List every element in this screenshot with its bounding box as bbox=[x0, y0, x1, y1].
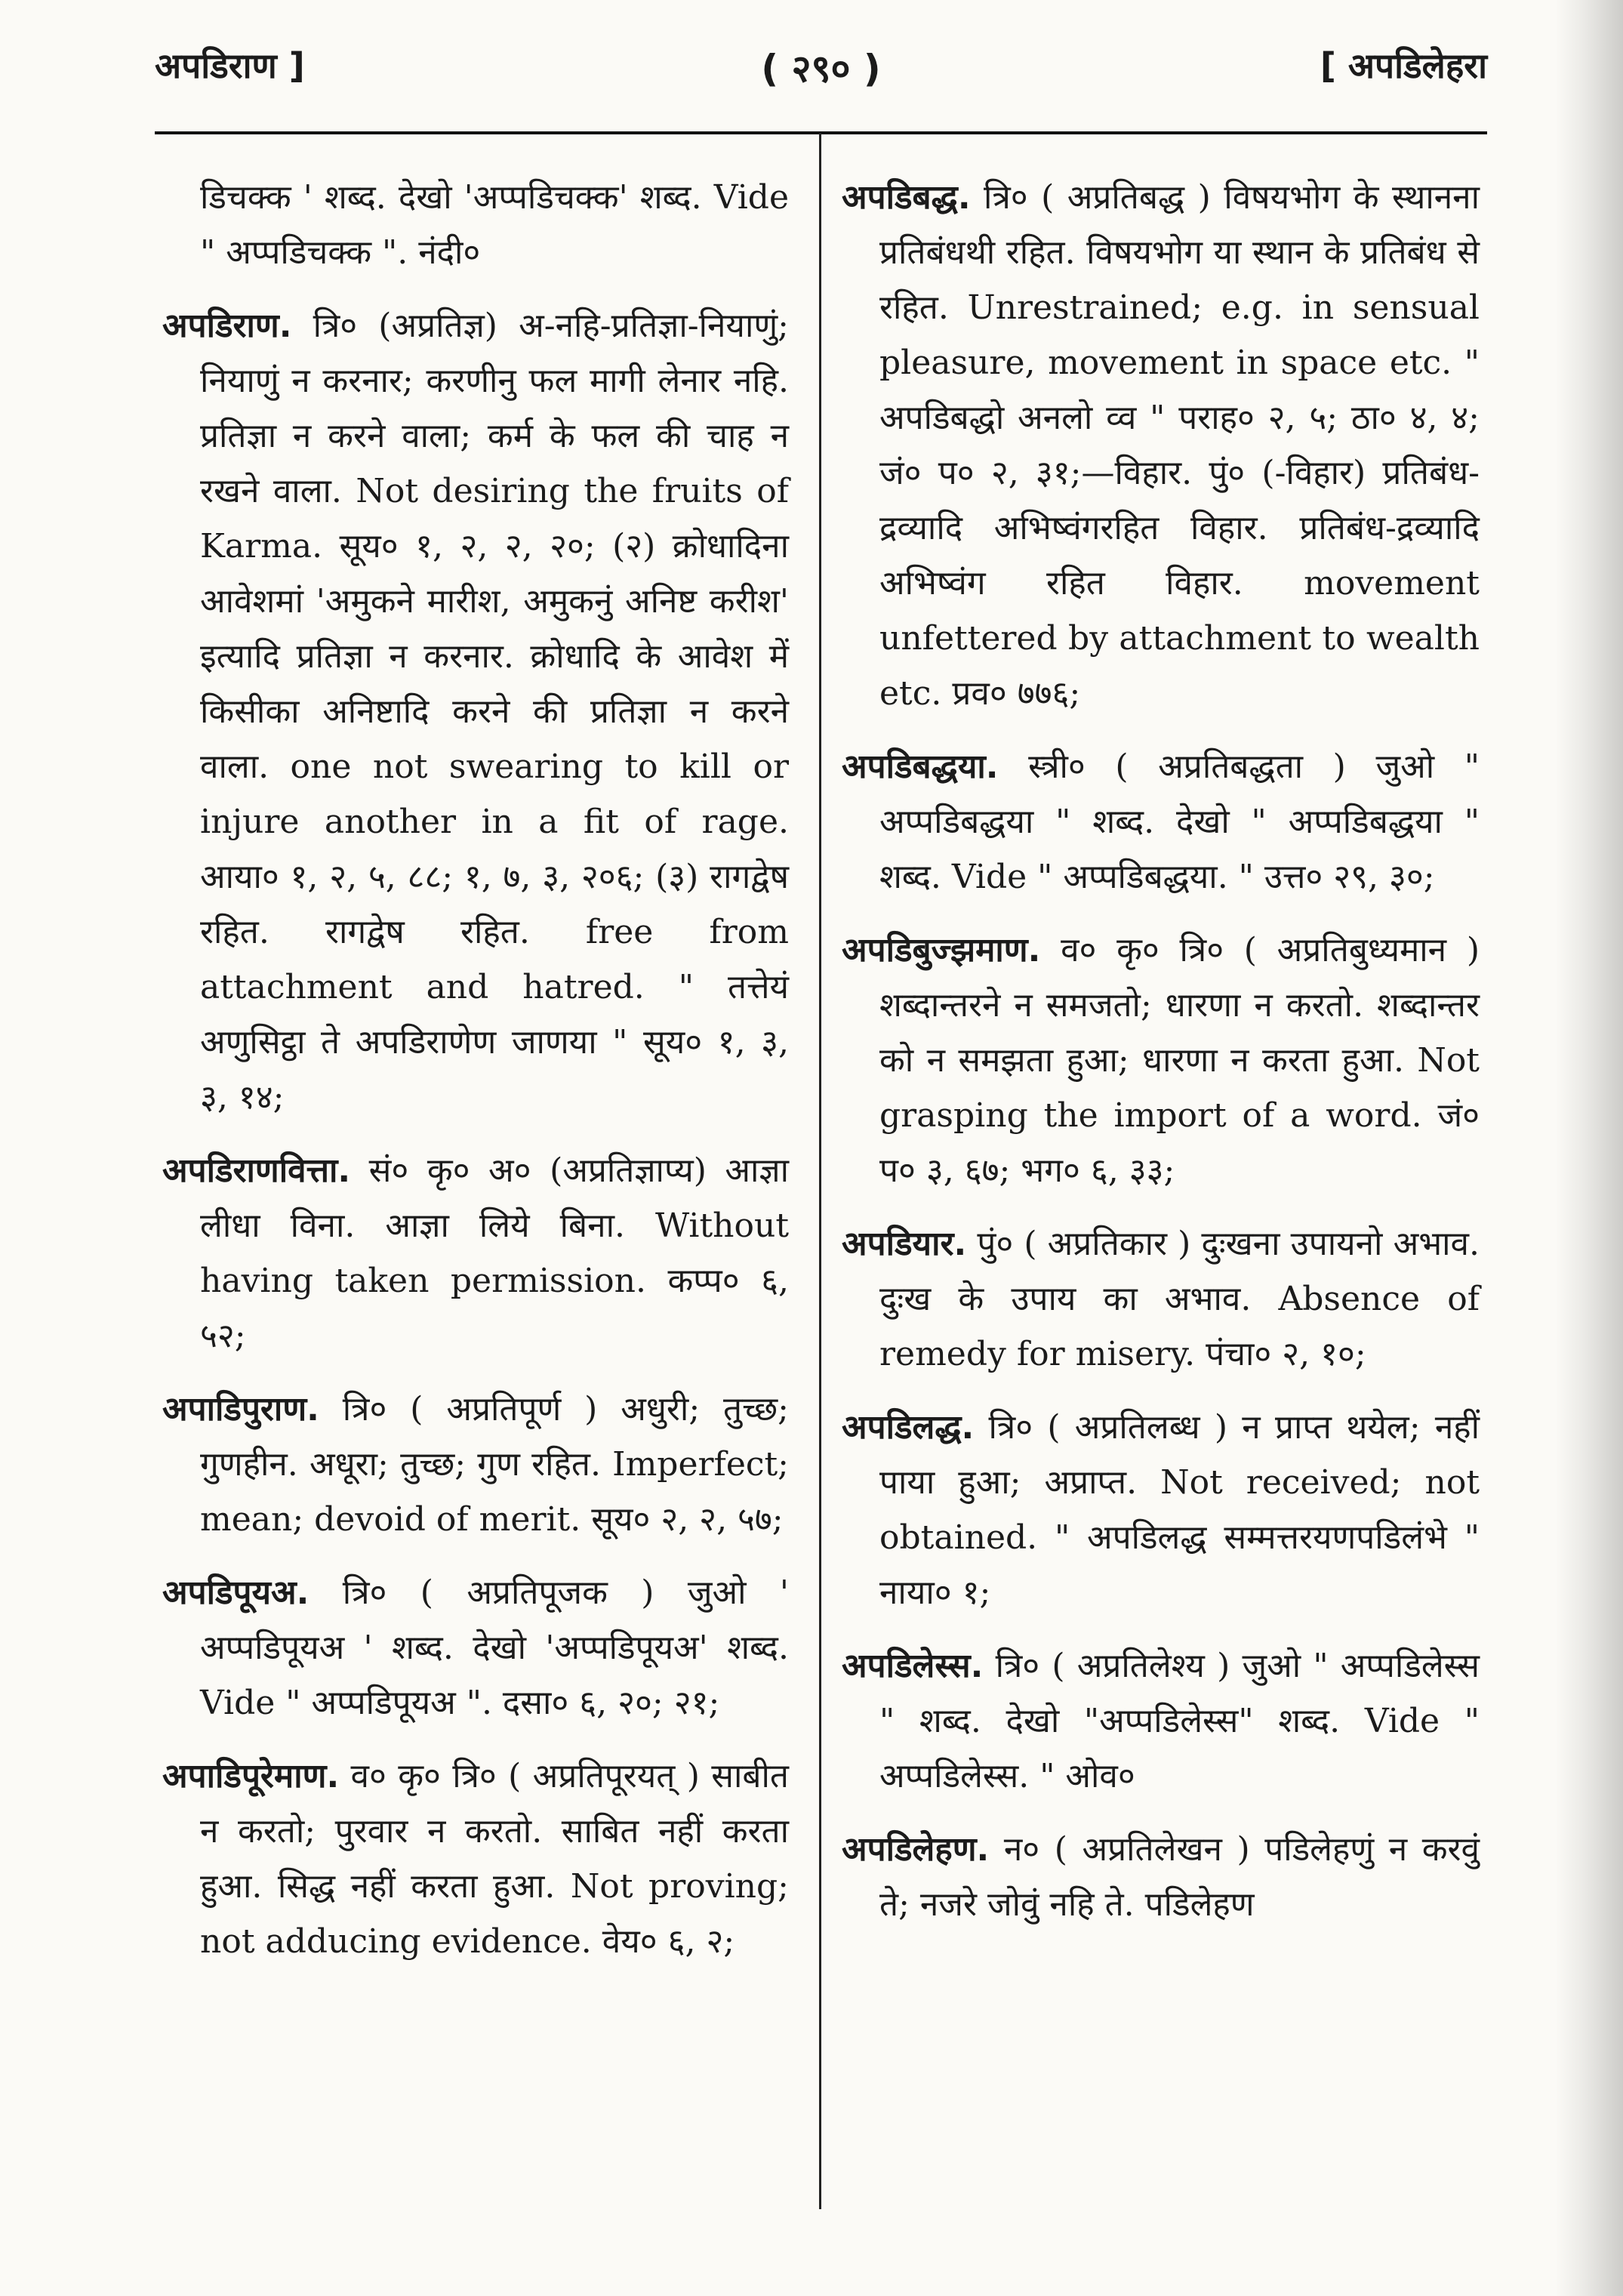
entry-text: न० ( अप्रतिलेखन ) पडिलेहणुं न करवुं ते; नजरे जोवुं नहि ते. पडिलेहण bbox=[879, 1830, 1480, 1924]
entry-text: त्रि० ( अप्रतिलब्ध ) न प्राप्त थयेल; नहीं पाया हुआ; अप्राप्त. Not received; not obtained. " अपडिलद्ध सम्मत्तरयणपडिलंभे " नाया० १; bbox=[879, 1408, 1480, 1612]
right-column bbox=[842, 170, 1480, 1950]
entry-headword: अपाडिपुराण. bbox=[162, 1390, 319, 1428]
page-number: ( २९० ) bbox=[761, 47, 881, 91]
dictionary-entry bbox=[842, 923, 1480, 1198]
entry-headword: अपडिराण. bbox=[162, 307, 292, 345]
dictionary-entry bbox=[842, 1216, 1480, 1382]
entry-text: व० कृ० त्रि० ( अप्रतिबुध्यमान ) शब्दान्तरने न समजतो; धारणा न करतो. शब्दान्तर को न समझता हुआ; धारणा न करता हुआ. Not grasping the import of a word. जं० प० ३, ६७; भग० ६, ३३; bbox=[879, 931, 1480, 1190]
entry-headword: अपडिबुज्झमाण. bbox=[842, 931, 1041, 969]
dictionary-entry bbox=[842, 170, 1480, 721]
entry-text: व० कृ० त्रि० ( अप्रतिपूरयत् ) साबीत न करतो; पुरवार न करतो. साबित नहीं करता हुआ. सिद्ध नहीं करता हुआ. Not proving; not adducing evidence. वेय० ६, २; bbox=[200, 1757, 789, 1961]
entry-text: त्रि० ( अप्रतिपूजक ) जुओ ' अप्पडिपूयअ ' शब्द. देखो 'अप्पडिपूयअ' शब्द. Vide " अप्पडिपूयअ ". दसा० ६, २०; २१; bbox=[200, 1573, 789, 1722]
entry-headword: अपाडिपूरेमाण. bbox=[162, 1757, 340, 1795]
dictionary-entry bbox=[162, 170, 789, 280]
entry-headword: अपडियार. bbox=[842, 1225, 967, 1263]
entry-headword: अपडिराणवित्ता. bbox=[162, 1151, 351, 1190]
entry-headword: अपडिलेस्स. bbox=[842, 1647, 984, 1685]
dictionary-entry bbox=[842, 1822, 1480, 1932]
entry-headword: अपडिबद्धया. bbox=[842, 747, 999, 786]
entry-headword: अपडिबद्ध. bbox=[842, 178, 971, 217]
entry-headword: अपडिलेहण. bbox=[842, 1830, 990, 1869]
dictionary-entry bbox=[162, 1749, 789, 1969]
dictionary-entry bbox=[162, 1143, 789, 1364]
scan-edge-shadow bbox=[1555, 0, 1623, 2296]
entry-text: सं० कृ० अ० (अप्रतिज्ञाप्य) आज्ञा लीधा विना. आज्ञा लिये बिना. Without having taken permission. कप्प० ६, ५२; bbox=[200, 1151, 789, 1355]
entry-headword: अपडिलद्ध. bbox=[842, 1408, 975, 1447]
header-left-guide-word: अपडिराण ] bbox=[155, 45, 305, 86]
dictionary-entry bbox=[842, 739, 1480, 905]
dictionary-entry bbox=[162, 298, 789, 1125]
column-divider bbox=[819, 133, 821, 2209]
entry-text: त्रि० (अप्रतिज्ञ) अ-नहि-प्रतिज्ञा-नियाणुं; नियाणुं न करनार; करणीनु फल मागी लेनार नहि. प्रतिज्ञा न करने वाला; कर्म के फल की चाह न रखने वाला. Not desiring the fruits of Karma. सूय० १, २, २, २०; (२) क्रोधादिना आवेशमां 'अमुकने मारीश, अमुकनुं अनिष्ट करीश' इत्यादि प्रतिज्ञा न करनार. क्रोधादि के आवेश में किसीका अनिष्टादि करने की प्रतिज्ञा न करने वाला. one not swearing to kill or injure another in a fit of rage. आया० १, २, ५, ८८; १, ७, ३, २०६; (३) रागद्वेष रहित. रागद्वेष रहित. free from attachment and hatred. " तत्तेयं अणुसिट्ठा ते अपडिराणेण जाणया " सूय० १, ३, ३, १४; bbox=[200, 307, 789, 1117]
header-right-guide-word: [ अपडिलेहरा bbox=[1320, 45, 1487, 86]
entry-text: त्रि० ( अप्रतिबद्ध ) विषयभोग के स्थानना प्रतिबंधथी रहित. विषयभोग या स्थान के प्रतिबंध से रहित. Unrestrained; e.g. in sensual pleasure, movement in space etc. " अपडिबद्धो अनलो व्व " पराह० २, ५; ठा० ४, ४; जं० प० २, ३१;—विहार. पुं० (-विहार) प्रतिबंध-द्रव्यादि अभिष्वंगरहित विहार. प्रतिबंध-द्रव्यादि अभिष्वंग रहित विहार. movement unfettered by attachment to wealth etc. प्रव० ७७६; bbox=[879, 178, 1480, 713]
dictionary-entry bbox=[842, 1638, 1480, 1804]
dictionary-entry bbox=[162, 1565, 789, 1730]
entry-text: पुं० ( अप्रतिकार ) दुःखना उपायनो अभाव. दुःख के उपाय का अभाव. Absence of remedy for misery. पंचा० २, १०; bbox=[879, 1225, 1480, 1373]
entry-text: त्रि० ( अप्रतिपूर्ण ) अधुरी; तुच्छ; गुणहीन. अधूरा; तुच्छ; गुण रहित. Imperfect; mean; devoid of merit. सूय० २, २, ५७; bbox=[200, 1390, 789, 1539]
entry-text: त्रि० ( अप्रतिलेश्य ) जुओ " अप्पडिलेस्स " शब्द. देखो "अप्पडिलेस्स" शब्द. Vide " अप्पडिलेस्स. " ओव० bbox=[879, 1647, 1480, 1795]
dictionary-entry bbox=[842, 1400, 1480, 1620]
entry-headword: अपडिपूयअ. bbox=[162, 1573, 310, 1612]
entry-text: स्त्री० ( अप्रतिबद्धता ) जुओ " अप्पडिबद्धया " शब्द. देखो " अप्पडिबद्धया " शब्द. Vide " अप्पडिबद्धया. " उत्त० २९, ३०; bbox=[879, 747, 1480, 896]
page-header bbox=[155, 42, 1487, 102]
entry-text: डिचक्क ' शब्द. देखो 'अप्पडिचक्क' शब्द. Vide " अप्पडिचक्क ". नंदी० bbox=[200, 178, 789, 272]
left-column bbox=[162, 170, 789, 1987]
dictionary-entry bbox=[162, 1382, 789, 1547]
